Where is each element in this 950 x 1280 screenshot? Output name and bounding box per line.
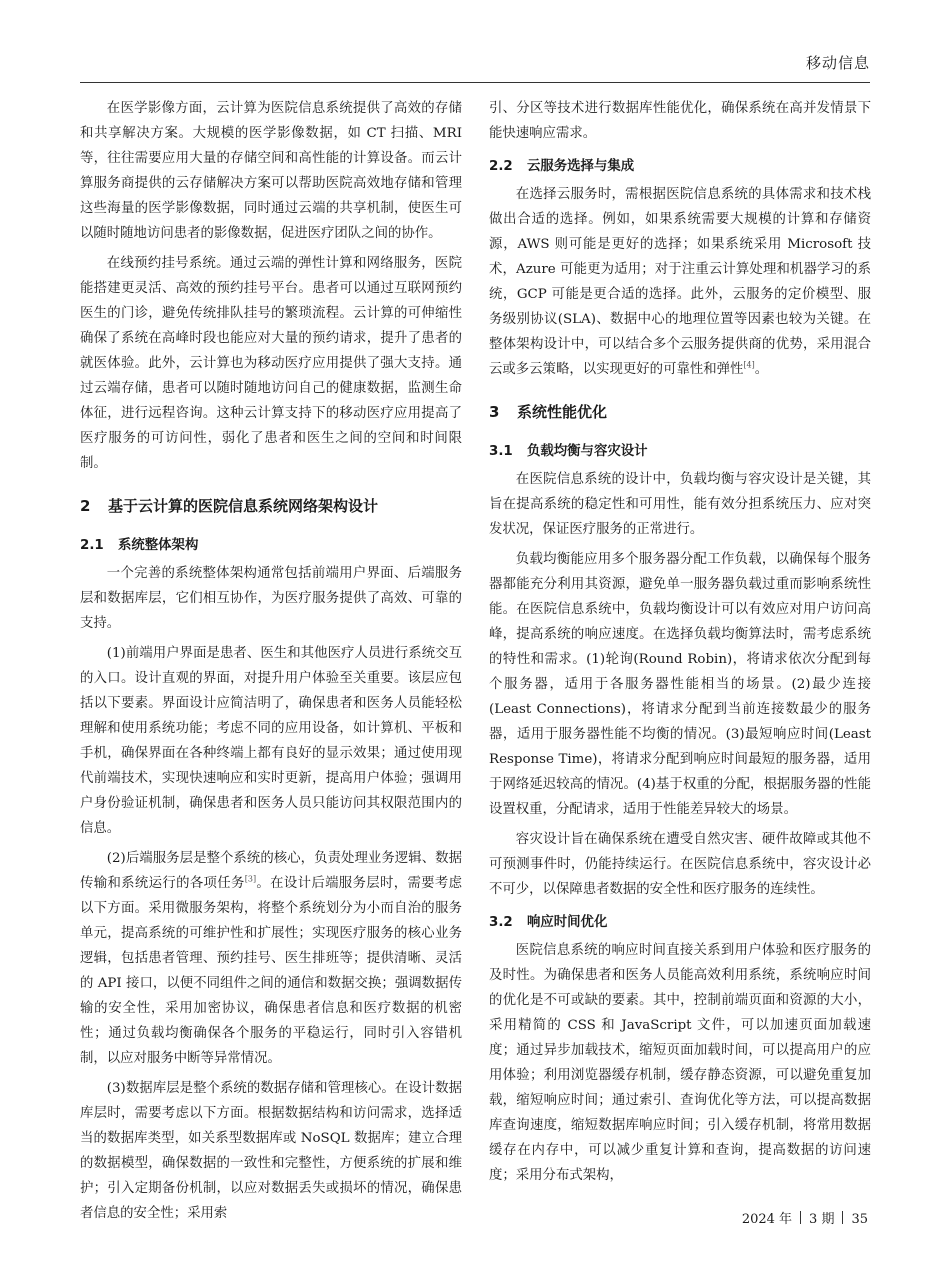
section-number: 2: [80, 497, 91, 515]
footer-year: 2024 年: [741, 1212, 793, 1227]
journal-name: 移动信息: [805, 54, 870, 72]
left-column: [80, 96, 462, 1231]
paragraph: 容灾设计旨在确保系统在遭受自然灾害、硬件故障或其他不可预测事件时，仍能持续运行。在医院信息系统中，容灾设计必不可少，以保障患者数据的安全性和医疗服务的连续性。: [489, 832, 871, 897]
header-rule: [80, 82, 870, 83]
paragraph: 医院信息系统的响应时间直接关系到用户体验和医疗服务的及时性。为确保患者和医务人员能高效利用系统，系统响应时间的优化是不可或缺的要素。其中，控制前端页面和资源的大小，采用精简的 CSS 和 JavaScript 文件，可以加速页面加载速度；通过异步加载技术，缩短页面加载时间，可以提高用户的应用体验；利用浏览器缓存机制，缓存静态资源，可以避免重复加载，缩短响应时间；通过索引、查询优化等方法，可以提高数据库查询速度，缩短数据库响应时间；引入缓存机制，将常用数据缓存在内存中，可以减少重复计算和查询，提高数据的访问速度；采用分布式架构，: [489, 943, 871, 1183]
paragraph-text: 。在设计后端服务层时，需要考虑以下方面。采用微服务架构，将整个系统划分为小而自治的服务单元，提高系统的可维护性和扩展性；实现医疗服务的核心业务逻辑，包括患者管理、预约挂号、医生排班等；提供清晰、灵活的 API 接口，以便不同组件之间的通信和数据交换；强调数据传输的安全性，采用加密协议，确保患者信息和医疗数据的机密性；通过负载均衡确保各个服务的平稳运行，同时引入容错机制，以应对服务中断等异常情况。: [80, 876, 463, 1066]
right-column: [489, 96, 871, 1193]
paragraph: [489, 182, 871, 382]
paragraph: 一个完善的系统整体架构通常包括前端用户界面、后端服务层和数据库层，它们相互协作，为医疗服务提供了高效、可靠的支持。: [80, 566, 462, 631]
footer-separator: [800, 1211, 801, 1224]
section-heading-3: [489, 400, 871, 425]
paragraph-text: 。: [754, 362, 769, 377]
subsection-heading-2-1: [80, 533, 462, 558]
page-footer: [742, 1208, 868, 1227]
section-heading-2: [80, 494, 462, 519]
subsection-title: 系统整体架构: [118, 538, 199, 553]
paragraph: 在医院信息系统的设计中，负载均衡与容灾设计是关键，其旨在提高系统的稳定性和可用性，能有效分担系统压力、应对突发状况，保证医疗服务的正常进行。: [489, 472, 871, 537]
subsection-heading-2-2: [489, 154, 871, 179]
paragraph: (3)数据库层是整个系统的数据存储和管理核心。在设计数据库层时，需要考虑以下方面。根据数据结构和访问需求，选择适当的数据库类型，如关系型数据库或 NoSQL 数据库；建立合理的数据模型，确保数据的一致性和完整性，方便系统的扩展和维护；引入定期备份机制，以应对数据丢失或损坏的情况，确保患者信息的安全性；采用索: [80, 1081, 462, 1221]
paragraph: 负载均衡能应用多个服务器分配工作负载，以确保每个服务器都能充分利用其资源，避免单一服务器负载过重而影响系统性能。在医院信息系统中，负载均衡设计可以有效应对用户访问高峰，提高系统的响应速度。在选择负载均衡算法时，需考虑系统的特性和需求。(1)轮询(Round Robin)，将请求依次分配到每个服务器，适用于各服务器性能相当的场景。(2)最少连接(Least Connections)，将请求分配到当前连接数最少的服务器，适用于服务器性能不均衡的情况。(3)最短响应时间(Least Response Time)，将请求分配到响应时间最短的服务器，适用于网络延迟较高的情况。(4)基于权重的分配，根据服务器的性能设置权重，分配请求，适用于性能差异较大的场景。: [489, 552, 871, 817]
citation-ref: [4]: [743, 360, 755, 370]
subsection-title: 响应时间优化: [527, 915, 608, 930]
paragraph: [80, 846, 462, 1071]
footer-issue: 3 期: [809, 1212, 835, 1227]
paragraph: 在医学影像方面，云计算为医院信息系统提供了高效的存储和共享解决方案。大规模的医学影像数据，如 CT 扫描、MRI 等，往往需要应用大量的存储空间和高性能的计算设备。而云计算服务商提供的云存储解决方案可以帮助医院高效地存储和管理这些海量的医学影像数据，同时通过云端的共享机制，使医生可以随时随地访问患者的影像数据，促进医疗团队之间的协作。: [80, 101, 462, 241]
citation-ref: [3]: [244, 874, 257, 884]
page-number: 35: [851, 1212, 868, 1227]
subsection-heading-3-2: [489, 910, 871, 935]
subsection-number: 3.1: [489, 444, 513, 459]
subsection-title: 负载均衡与容灾设计: [527, 444, 648, 459]
section-title: 基于云计算的医院信息系统网络架构设计: [108, 497, 379, 515]
paragraph: (1)前端用户界面是患者、医生和其他医疗人员进行系统交互的入口。设计直观的界面，对提升用户体验至关重要。该层应包括以下要素。界面设计应简洁明了，确保患者和医务人员能轻松理解和使用系统功能；考虑不同的应用设备，如计算机、平板和手机，确保界面在各种终端上都有良好的显示效果；通过使用现代前端技术，实现快速响应和实时更新，提高用户体验；强调用户身份验证机制，确保患者和医务人员只能访问其权限范围内的信息。: [80, 646, 462, 836]
subsection-title: 云服务选择与集成: [527, 159, 635, 174]
section-title: 系统性能优化: [517, 403, 608, 421]
section-number: 3: [489, 403, 500, 421]
paragraph: 引、分区等技术进行数据库性能优化，确保系统在高并发情景下能快速响应需求。: [489, 101, 871, 141]
paragraph-text: 在选择云服务时，需根据医院信息系统的具体需求和技术栈做出合适的选择。例如，如果系统需要大规模的计算和存储资源，AWS 则可能是更好的选择；如果系统采用 Microsoft 技术，Azure 可能更为适用；对于注重云计算处理和机器学习的系统，GCP 可能是更合适的选择。此外，云服务的定价模型、服务级别协议(SLA)、数据中心的地理位置等因素也较为关键。在整体架构设计中，可以结合多个云服务提供商的优势，采用混合云或多云策略，以实现更好的可靠性和弹性: [489, 187, 871, 377]
subsection-number: 2.1: [80, 538, 104, 553]
footer-separator: [842, 1211, 843, 1224]
subsection-heading-3-1: [489, 439, 871, 464]
subsection-number: 3.2: [489, 915, 513, 930]
paragraph: 在线预约挂号系统。通过云端的弹性计算和网络服务，医院能搭建更灵活、高效的预约挂号平台。患者可以通过互联网预约医生的门诊，避免传统排队挂号的繁琐流程。云计算的可伸缩性确保了系统在高峰时段也能应对大量的预约请求，提升了患者的就医体验。此外，云计算也为移动医疗应用提供了强大支持。通过云端存储，患者可以随时随地访问自己的健康数据，监测生命体征，进行远程咨询。这种云计算支持下的移动医疗应用提高了医疗服务的可访问性，弱化了患者和医生之间的空间和时间限制。: [80, 256, 462, 471]
paragraph-text: (2)后端服务层是整个系统的核心，负责处理业务逻辑、数据传输和系统运行的各项任务: [80, 851, 462, 891]
subsection-number: 2.2: [489, 159, 513, 174]
